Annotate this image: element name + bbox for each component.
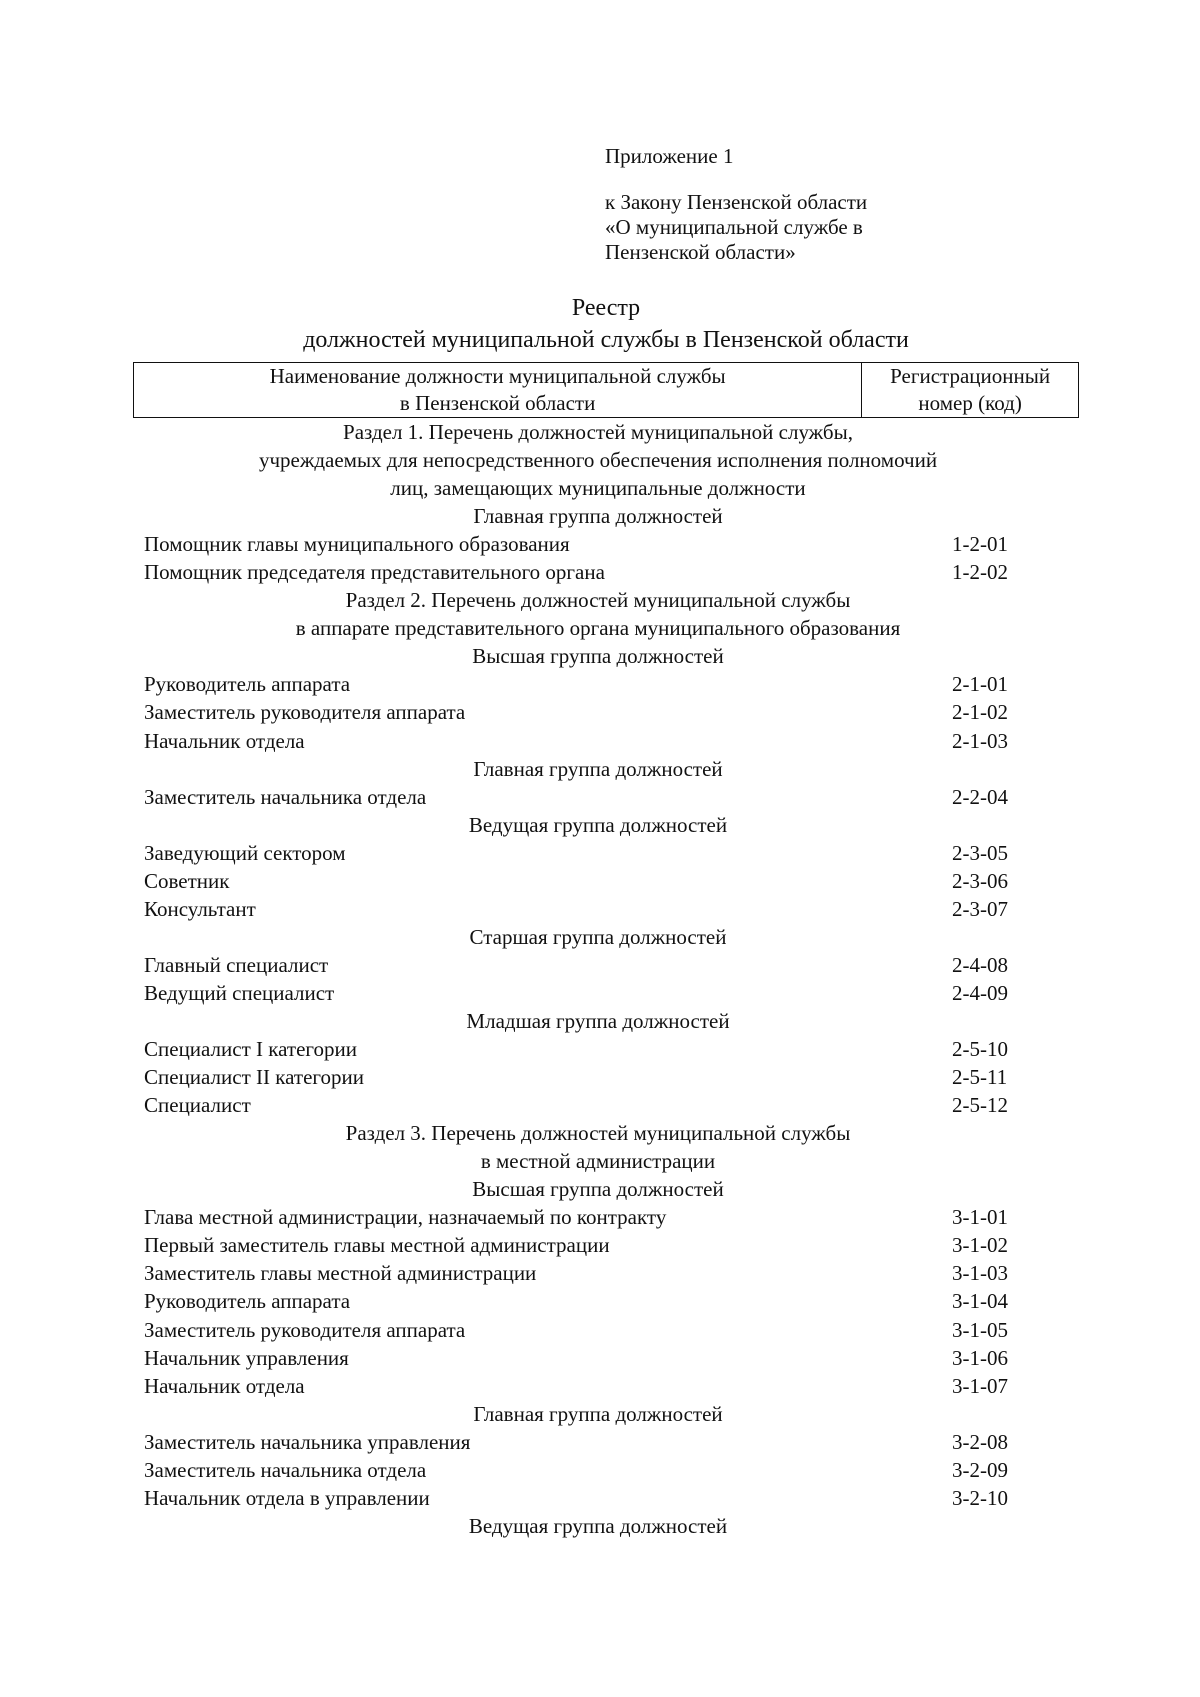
header-name-line-1: Наименование должности муниципальной службы bbox=[269, 364, 726, 388]
position-code: 2-5-11 bbox=[952, 1065, 1008, 1090]
heading-text: Главная группа должностей bbox=[473, 504, 723, 529]
position-name: Советник bbox=[144, 868, 230, 893]
position-code: 2-3-06 bbox=[952, 868, 1008, 893]
position-code: 3-1-01 bbox=[952, 1205, 1008, 1230]
position-name: Специалист bbox=[144, 1093, 251, 1118]
position-row bbox=[144, 1203, 1052, 1231]
heading-text: Главная группа должностей bbox=[473, 756, 723, 781]
position-name: Первый заместитель главы местной администрации bbox=[144, 1233, 610, 1258]
title-line-1: Реестр bbox=[571, 295, 641, 321]
group-heading bbox=[144, 923, 1052, 951]
heading-text: Раздел 1. Перечень должностей муниципальной службы, bbox=[343, 420, 853, 444]
position-row bbox=[144, 1063, 1052, 1091]
heading-text: в местной администрации bbox=[480, 1149, 716, 1174]
position-code: 2-1-01 bbox=[952, 672, 1008, 697]
position-name: Главный специалист bbox=[144, 952, 329, 977]
position-code: 3-1-07 bbox=[952, 1373, 1008, 1398]
section-heading bbox=[144, 586, 1052, 614]
group-heading bbox=[144, 1175, 1052, 1203]
position-row bbox=[144, 1091, 1052, 1119]
position-row bbox=[144, 867, 1052, 895]
position-row bbox=[144, 1035, 1052, 1063]
position-name: Заместитель начальника управления bbox=[144, 1429, 471, 1454]
group-heading bbox=[144, 502, 1052, 530]
position-code: 1-2-01 bbox=[952, 532, 1008, 557]
position-name: Заместитель главы местной администрации bbox=[144, 1261, 537, 1286]
group-heading bbox=[144, 1147, 1052, 1175]
header-code-line-2: номер (код) bbox=[918, 391, 1022, 415]
position-code: 3-1-05 bbox=[952, 1317, 1008, 1342]
position-code: 3-2-10 bbox=[952, 1485, 1008, 1510]
position-code: 1-2-02 bbox=[952, 560, 1008, 585]
section-heading bbox=[144, 418, 1052, 446]
position-code: 2-5-10 bbox=[952, 1037, 1008, 1062]
heading-text: Раздел 3. Перечень должностей муниципальной службы bbox=[345, 1121, 851, 1146]
heading-text: Раздел 2. Перечень должностей муниципальной службы bbox=[345, 588, 851, 613]
position-row bbox=[144, 1231, 1052, 1259]
position-name: Помощник главы муниципального образования bbox=[144, 532, 570, 557]
position-row bbox=[144, 951, 1052, 979]
position-name: Заместитель руководителя аппарата bbox=[144, 1317, 466, 1342]
group-heading bbox=[144, 1512, 1052, 1540]
position-row bbox=[144, 1259, 1052, 1287]
position-code: 3-1-02 bbox=[952, 1233, 1008, 1258]
position-name: Начальник отдела в управлении bbox=[144, 1485, 430, 1510]
position-row bbox=[144, 783, 1052, 811]
position-code: 2-1-03 bbox=[952, 728, 1008, 753]
position-row bbox=[144, 1372, 1052, 1400]
register-table-header bbox=[133, 362, 1079, 418]
section-heading bbox=[144, 1119, 1052, 1147]
group-heading bbox=[144, 1007, 1052, 1035]
position-row bbox=[144, 698, 1052, 726]
appendix-line: Пензенской области» bbox=[605, 240, 796, 264]
header-cell-name bbox=[134, 363, 862, 418]
position-name: Руководитель аппарата bbox=[144, 672, 351, 697]
group-heading bbox=[144, 474, 1052, 502]
position-code: 2-4-09 bbox=[952, 980, 1008, 1005]
position-row bbox=[144, 530, 1052, 558]
position-row bbox=[144, 895, 1052, 923]
position-code: 3-2-09 bbox=[952, 1457, 1008, 1482]
position-row bbox=[144, 727, 1052, 755]
heading-text: Ведущая группа должностей bbox=[468, 1513, 728, 1538]
heading-text: Главная группа должностей bbox=[473, 1401, 723, 1426]
position-code: 3-1-06 bbox=[952, 1345, 1008, 1370]
heading-text: Высшая группа должностей bbox=[472, 1177, 724, 1202]
heading-text: лиц, замещающих муниципальные должности bbox=[390, 476, 806, 501]
position-name: Руководитель аппарата bbox=[144, 1289, 351, 1314]
position-row bbox=[144, 1428, 1052, 1456]
appendix-line: к Закону Пензенской области bbox=[605, 190, 868, 214]
group-heading bbox=[144, 446, 1052, 474]
position-name: Помощник председателя представительного органа bbox=[144, 560, 605, 585]
register-body bbox=[144, 418, 1052, 1540]
position-code: 3-1-04 bbox=[952, 1289, 1008, 1314]
heading-text: Старшая группа должностей bbox=[469, 924, 727, 949]
position-row bbox=[144, 670, 1052, 698]
position-row bbox=[144, 1287, 1052, 1315]
appendix-number: Приложение 1 bbox=[605, 144, 734, 168]
position-row bbox=[144, 1344, 1052, 1372]
position-name: Консультант bbox=[144, 896, 256, 921]
position-row bbox=[144, 839, 1052, 867]
position-row bbox=[144, 1316, 1052, 1344]
header-name-line-2: в Пензенской области bbox=[399, 391, 596, 415]
position-code: 2-5-12 bbox=[952, 1093, 1008, 1118]
heading-text: учреждаемых для непосредственного обеспечения исполнения полномочий bbox=[258, 448, 938, 473]
position-name: Глава местной администрации, назначаемый по контракту bbox=[144, 1205, 667, 1230]
position-code: 3-2-08 bbox=[952, 1429, 1008, 1454]
position-name: Заместитель начальника отдела bbox=[144, 784, 427, 809]
position-code: 2-3-05 bbox=[952, 840, 1008, 865]
position-row bbox=[144, 1484, 1052, 1512]
position-name: Специалист I категории bbox=[144, 1037, 357, 1062]
heading-text: Ведущая группа должностей bbox=[468, 812, 728, 837]
position-row bbox=[144, 558, 1052, 586]
position-name: Специалист II категории bbox=[144, 1065, 364, 1090]
group-heading bbox=[144, 1400, 1052, 1428]
position-name: Ведущий специалист bbox=[144, 980, 335, 1005]
position-row bbox=[144, 1456, 1052, 1484]
heading-text: Высшая группа должностей bbox=[472, 644, 724, 669]
position-name: Заместитель руководителя аппарата bbox=[144, 700, 466, 725]
group-heading bbox=[144, 811, 1052, 839]
position-name: Начальник отдела bbox=[144, 728, 305, 753]
position-name: Начальник отдела bbox=[144, 1373, 305, 1398]
heading-text: Младшая группа должностей bbox=[466, 1008, 730, 1033]
header-cell-code bbox=[862, 363, 1079, 418]
heading-text: в аппарате представительного органа муниципального образования bbox=[295, 616, 901, 641]
position-code: 2-1-02 bbox=[952, 700, 1008, 725]
group-heading bbox=[144, 614, 1052, 642]
position-code: 2-4-08 bbox=[952, 952, 1008, 977]
position-code: 2-2-04 bbox=[952, 784, 1008, 809]
group-heading bbox=[144, 642, 1052, 670]
position-name: Заместитель начальника отдела bbox=[144, 1457, 427, 1482]
appendix-line: «О муниципальной службе в bbox=[605, 215, 863, 239]
appendix-block bbox=[605, 142, 1025, 265]
position-code: 3-1-03 bbox=[952, 1261, 1008, 1286]
group-heading bbox=[144, 755, 1052, 783]
header-code-line-1: Регистрационный bbox=[890, 364, 1051, 388]
position-name: Заведующий сектором bbox=[144, 840, 346, 865]
document-title bbox=[0, 292, 1200, 356]
position-code: 2-3-07 bbox=[952, 896, 1008, 921]
position-name: Начальник управления bbox=[144, 1345, 349, 1370]
title-line-2: должностей муниципальной службы в Пензенской области bbox=[303, 327, 909, 353]
position-row bbox=[144, 979, 1052, 1007]
